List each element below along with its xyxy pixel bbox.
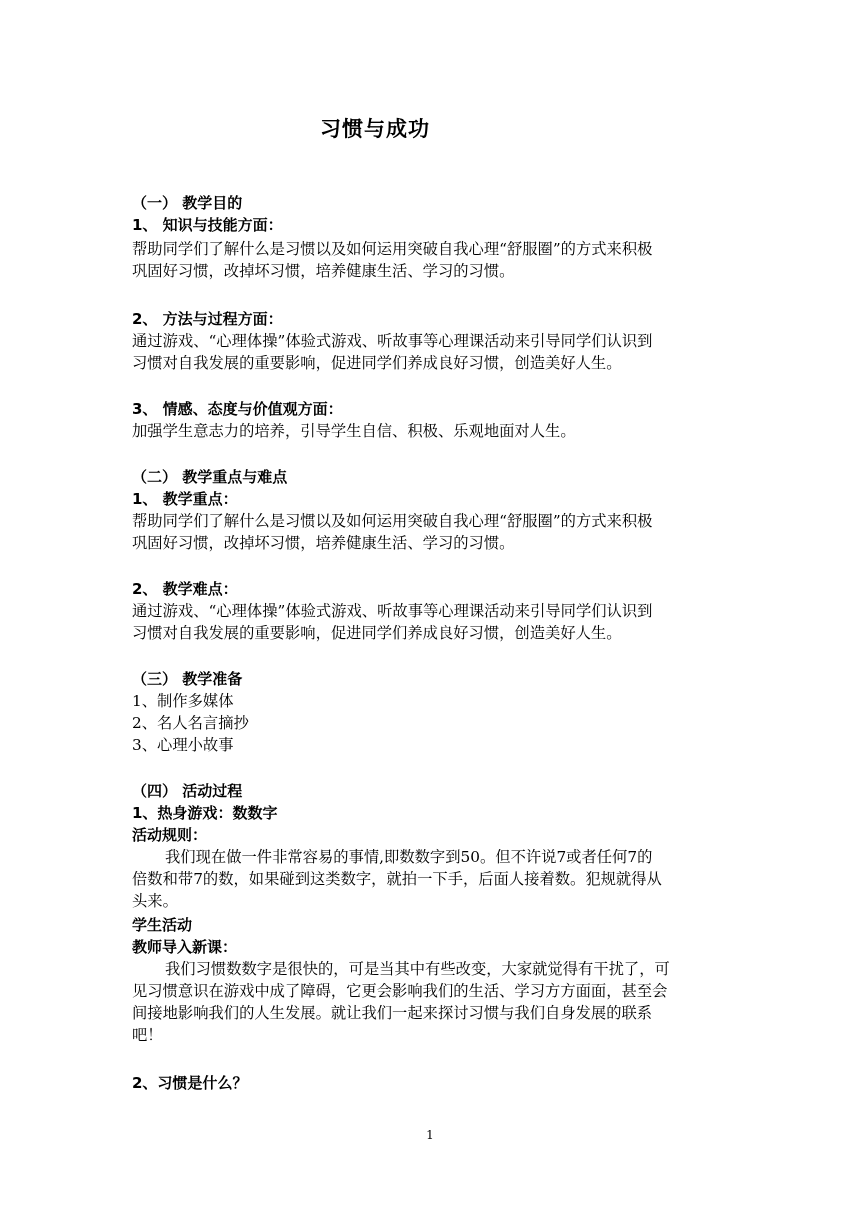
paragraph-line: 通过游戏、“心理体操”体验式游戏、听故事等心理课活动来引导同学们认识到 xyxy=(132,332,653,350)
subheading-emotion-values: 3、 情感、态度与价值观方面： xyxy=(132,400,343,418)
subheading-method-process: 2、 方法与过程方面： xyxy=(132,310,283,328)
paragraph-line: 帮助同学们了解什么是习惯以及如何运用突破自我心理“舒服圈”的方式来积极 xyxy=(132,240,653,258)
section-heading-preparation: （三） 教学准备 xyxy=(132,670,243,688)
paragraph-line: 通过游戏、“心理体操”体验式游戏、听故事等心理课活动来引导同学们认识到 xyxy=(132,602,653,620)
section-heading-activity-process: （四） 活动过程 xyxy=(132,782,243,800)
subheading-knowledge-skills: 1、 知识与技能方面： xyxy=(132,216,283,234)
paragraph-line: 间接地影响我们的人生发展。就让我们一起来探讨习惯与我们自身发展的联系 xyxy=(132,1004,653,1022)
label-student-activity: 学生活动 xyxy=(132,916,193,934)
subheading-difficulty: 2、 教学难点： xyxy=(132,580,238,598)
subheading-key-point: 1、 教学重点： xyxy=(132,490,238,508)
label-teacher-intro: 教师导入新课： xyxy=(132,938,238,956)
paragraph-line: 头来。 xyxy=(132,892,178,910)
list-item: 2、名人名言摘抄 xyxy=(132,714,249,732)
page-number: 1 xyxy=(426,1128,434,1142)
paragraph-line: 我们现在做一件非常容易的事情,即数数字到50。但不许说7或者任何7的 xyxy=(165,848,653,866)
paragraph-line: 习惯对自我发展的重要影响，促进同学们养成良好习惯，创造美好人生。 xyxy=(132,354,622,372)
paragraph-line: 我们习惯数数字是很快的，可是当其中有些改变，大家就觉得有干扰了，可 xyxy=(165,960,670,978)
paragraph-line: 吧！ xyxy=(132,1026,163,1044)
list-item: 1、制作多媒体 xyxy=(132,692,234,710)
paragraph-line: 帮助同学们了解什么是习惯以及如何运用突破自我心理“舒服圈”的方式来积极 xyxy=(132,512,653,530)
paragraph-line: 见习惯意识在游戏中成了障碍，它更会影响我们的生活、学习方方面面，甚至会 xyxy=(132,982,668,1000)
section-heading-objectives: （一） 教学目的 xyxy=(132,194,243,212)
paragraph-line: 习惯对自我发展的重要影响，促进同学们养成良好习惯，创造美好人生。 xyxy=(132,624,622,642)
list-item: 3、心理小故事 xyxy=(132,736,234,754)
paragraph-line: 巩固好习惯，改掉坏习惯，培养健康生活、学习的习惯。 xyxy=(132,534,515,552)
subheading-what-is-habit: 2、习惯是什么？ xyxy=(132,1074,248,1092)
paragraph-line: 倍数和带7的数，如果碰到这类数字，就拍一下手，后面人接着数。犯规就得从 xyxy=(132,870,662,888)
section-heading-key-points: （二） 教学重点与难点 xyxy=(132,468,288,486)
paragraph-line: 加强学生意志力的培养，引导学生自信、积极、乐观地面对人生。 xyxy=(132,422,576,440)
paragraph-line: 巩固好习惯，改掉坏习惯，培养健康生活、学习的习惯。 xyxy=(132,262,515,280)
subheading-warmup-game: 1、热身游戏：数数字 xyxy=(132,804,278,822)
label-activity-rules: 活动规则： xyxy=(132,826,208,844)
document-title: 习惯与成功 xyxy=(320,117,430,141)
